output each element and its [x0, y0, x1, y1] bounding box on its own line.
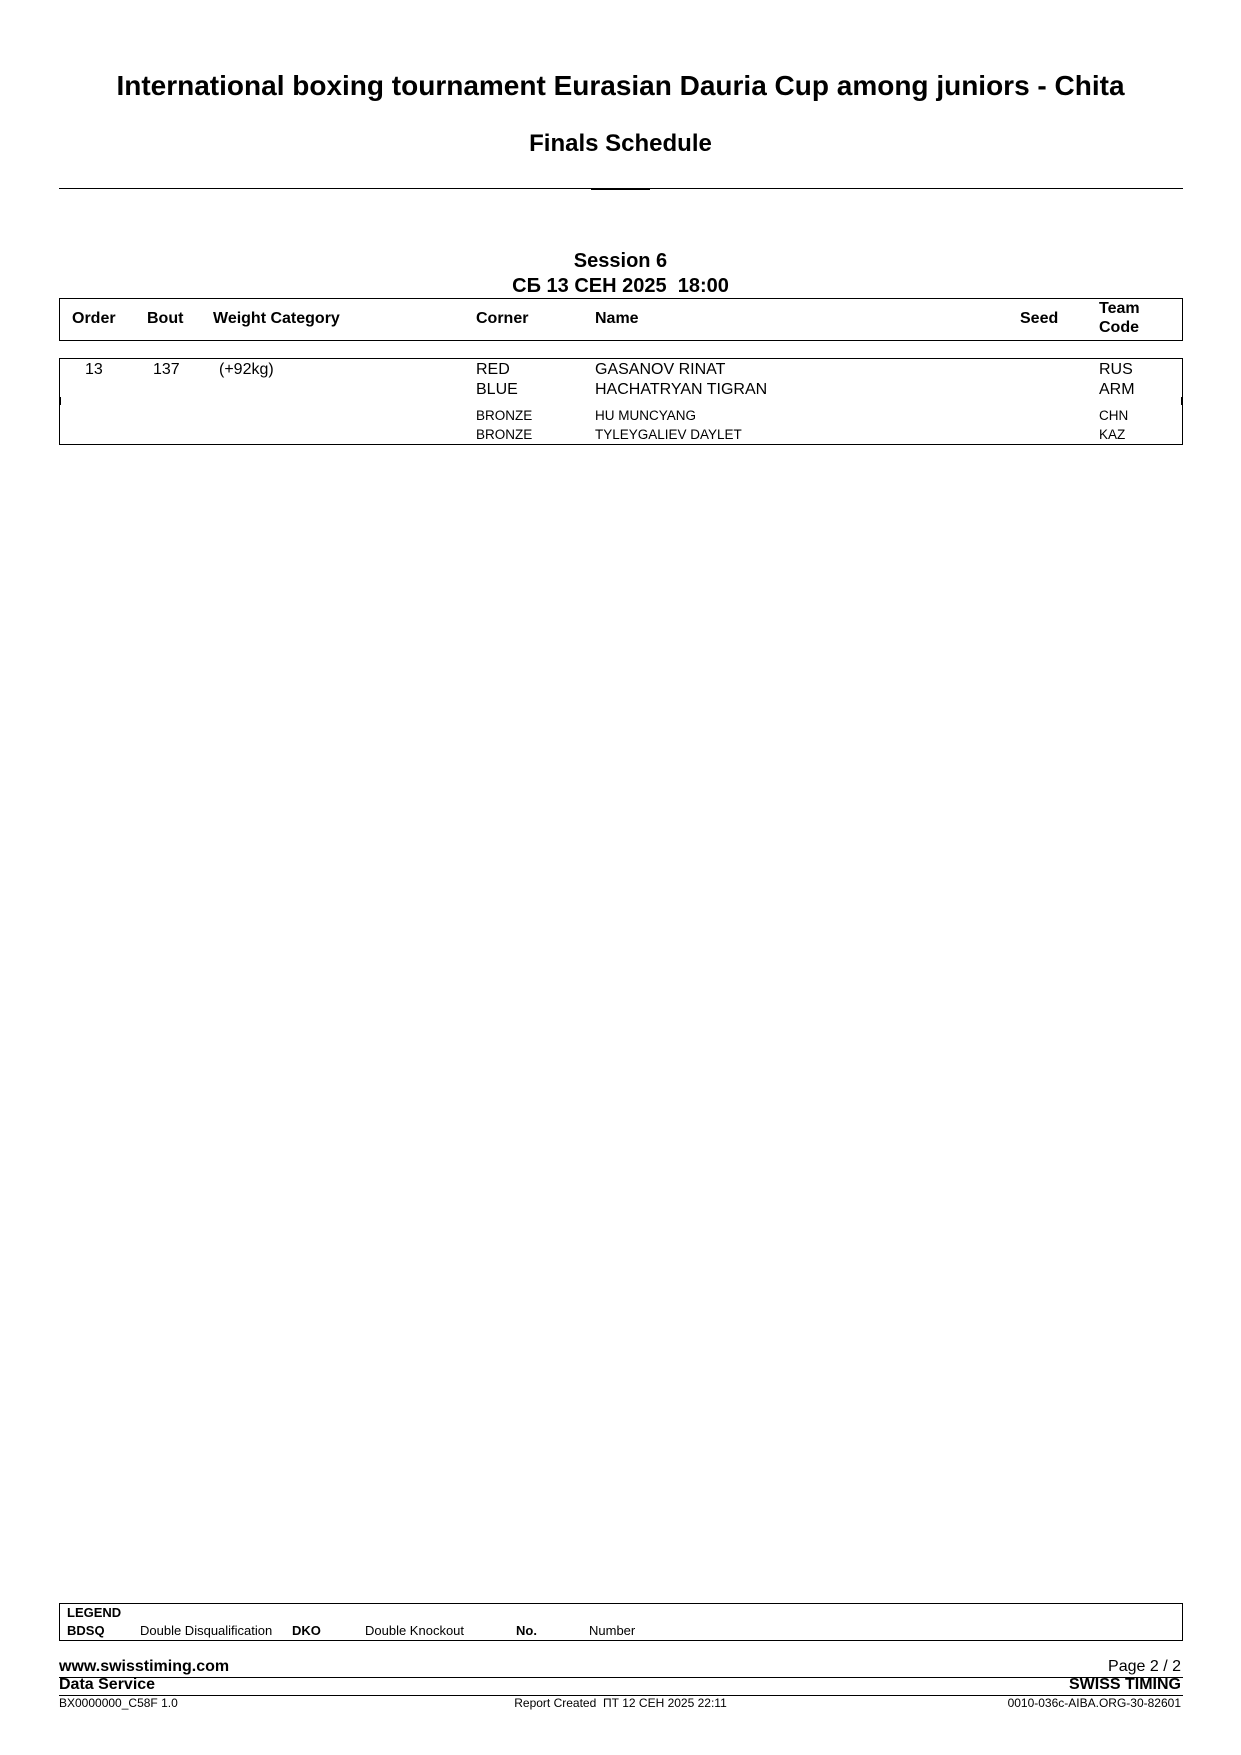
session-datetime: СБ 13 СЕН 2025 18:00: [512, 275, 729, 297]
blue-corner: BLUE: [476, 381, 518, 398]
footer-website: www.swisstiming.com: [59, 1658, 230, 1675]
page-subtitle: Finals Schedule: [529, 130, 712, 157]
legend: [59, 1603, 1183, 1641]
col-team-line2: Code: [1099, 319, 1139, 336]
bout-weight: (+92kg): [219, 361, 274, 378]
footer-report-created: Report Created ПТ 12 СЕН 2025 22:11: [514, 1696, 727, 1710]
bout-number: 137: [153, 361, 180, 378]
col-weight-category: Weight Category: [213, 310, 340, 327]
bronze2-name: TYLEYGALIEV DAYLET: [595, 427, 742, 442]
col-order: Order: [72, 310, 116, 327]
col-seed: Seed: [1020, 310, 1059, 327]
bout-order: 13: [85, 361, 103, 378]
footer-page-number: Page 2 / 2: [1108, 1658, 1181, 1675]
bronze1-corner: BRONZE: [476, 408, 533, 423]
session-name: Session 6: [573, 250, 668, 272]
title-divider-mark: [591, 188, 650, 190]
bronze1-name: HU MUNCYANG: [595, 408, 696, 423]
col-team-line1: Team: [1099, 300, 1140, 317]
footer-doc-code: BX0000000_C58F 1.0: [59, 1696, 178, 1710]
legend-desc-no: Number: [589, 1623, 636, 1638]
legend-desc-bdsq: Double Disqualification: [140, 1623, 273, 1638]
col-corner: Corner: [476, 310, 529, 327]
bronze2-team: KAZ: [1099, 427, 1126, 442]
legend-code-bdsq: BDSQ: [67, 1623, 105, 1638]
page-title: International boxing tournament Eurasian Dauria Cup among juniors - Chita: [116, 70, 1125, 101]
footer-brand: SWISS TIMING: [1069, 1676, 1181, 1693]
blue-name: HACHATRYAN TIGRAN: [595, 381, 768, 398]
legend-code-no: No.: [516, 1623, 537, 1638]
bronze1-team: CHN: [1099, 408, 1129, 423]
legend-title: LEGEND: [67, 1605, 122, 1620]
row-tick-right: [1181, 397, 1182, 405]
bout-row: [59, 358, 1183, 445]
footer-ref-code: 0010-036c-AIBA.ORG-30-82601: [1007, 1696, 1181, 1710]
row-tick-left: [60, 397, 61, 405]
red-corner: RED: [476, 361, 510, 378]
bronze2-corner: BRONZE: [476, 427, 533, 442]
table-header: [59, 298, 1183, 341]
red-name: GASANOV RINAT: [595, 361, 726, 378]
legend-code-dko: DKO: [292, 1623, 321, 1638]
col-name: Name: [595, 310, 639, 327]
footer-divider-top: [59, 1677, 1183, 1678]
col-bout: Bout: [147, 310, 184, 327]
footer-data-service: Data Service: [59, 1676, 156, 1693]
red-team: RUS: [1099, 361, 1133, 378]
legend-desc-dko: Double Knockout: [365, 1623, 465, 1638]
blue-team: ARM: [1099, 381, 1135, 398]
